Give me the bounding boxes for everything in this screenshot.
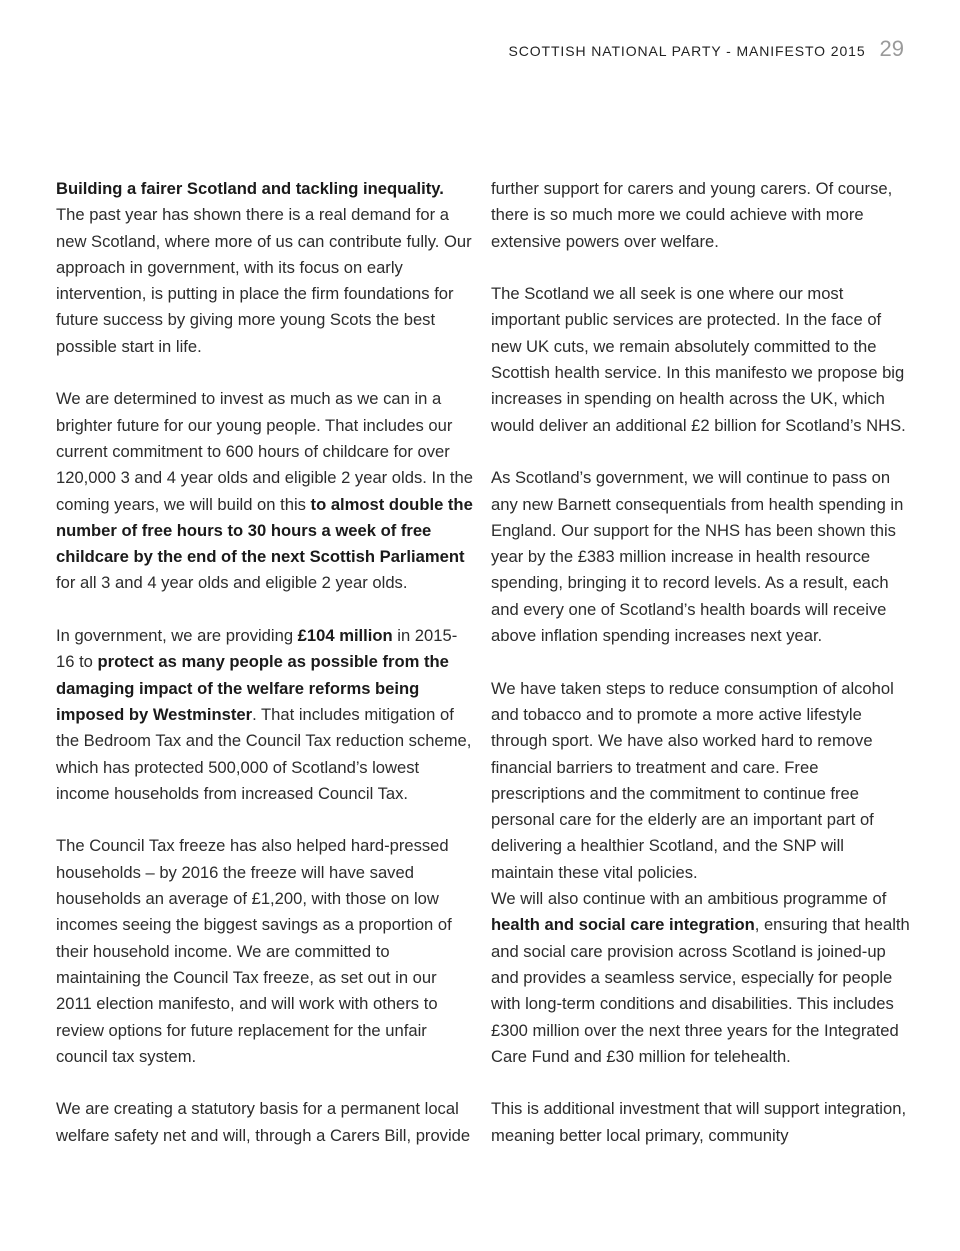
- paragraph: This is additional investment that will support integration, meaning better local primary, community: [491, 1099, 907, 1145]
- paragraph: [491, 886, 911, 1070]
- paragraph: The Scotland we all seek is one where our most important public services are protected. In the face of new UK cuts, we remain absolutely committed to the Scottish health service. In this manifesto we propose big increases in spending on health across the UK, which would deliver an additional £2 billion for Scotland’s NHS.: [491, 284, 906, 435]
- page-number: 29: [879, 36, 904, 61]
- paragraph: [56, 386, 474, 596]
- left-column: [56, 176, 474, 1175]
- text-run: , ensuring that health and social care provision across Scotland is joined-up and provides a seamless service, especially for people with long-term conditions and disabilities. This includes £300 million over the next three years for the Integrated Care Fund and £30 million for telehealth.: [491, 915, 910, 1066]
- paragraph: We are creating a statutory basis for a permanent local welfare safety net and will, through a Carers Bill, provide: [56, 1099, 471, 1145]
- text-run: for all 3 and 4 year olds and eligible 2 year olds.: [56, 573, 408, 593]
- paragraph: As Scotland’s government, we will continue to pass on any new Barnett consequentials from health spending in England. Our support for the NHS has been shown this year by the £383 million increase in health resource spending, bringing it to record levels. As a result, each and every one of Scotland’s health boards will receive above inflation spending increases next year.: [491, 468, 904, 646]
- paragraph: further support for carers and young carers. Of course, there is so much more we could achieve with more extensive powers over welfare.: [491, 179, 893, 251]
- paragraph: The past year has shown there is a real demand for a new Scotland, where more of us can contribute fully. Our approach in government, with its focus on early intervention, is putting in place the firm foundations for future success by giving more young Scots the best possible start in life.: [56, 205, 472, 356]
- section-heading: Building a fairer Scotland and tackling inequality.: [56, 179, 444, 198]
- text-run: . That includes mitigation of the Bedroom Tax and the Council Tax reduction scheme, which has protected 500,000 of Scotland’s lowest income households from increased Council Tax.: [56, 704, 472, 803]
- header-title: SCOTTISH NATIONAL PARTY - MANIFESTO 2015: [508, 43, 866, 59]
- text-run: We are determined to invest as much as we can in a brighter future for our young people. That includes our current commitment to 600 hours of childcare for over 120,000 3 and 4 year olds and eligible 2 year olds. In the coming years, we will build on this: [56, 389, 473, 514]
- emphasis: health and social care integration: [491, 915, 755, 935]
- paragraph: The Council Tax freeze has also helped hard-pressed households – by 2016 the freeze will have saved households an average of £1,200, with those on low incomes seeing the biggest savings as a proportion of their household income. We are committed to maintaining the Council Tax freeze, as set out in our 2011 election manifesto, and will work with others to review options for future replacement for the unfair council tax system.: [56, 836, 452, 1066]
- paragraph: [56, 623, 474, 807]
- emphasis: protect as many people as possible from the damaging impact of the welfare reforms being imposed by Westminster: [56, 652, 449, 724]
- page-header: [508, 36, 904, 62]
- text-run: in 2015-16 to: [56, 626, 458, 672]
- paragraph: We have taken steps to reduce consumption of alcohol and tobacco and to promote a more active lifestyle through sport. We have also worked hard to remove financial barriers to treatment and care. Free prescriptions and the commitment to continue free personal care for the elderly are an important part of delivering a healthier Scotland, and the SNP will maintain these vital policies.: [491, 678, 894, 882]
- emphasis: to almost double the number of free hours to 30 hours a week of free childcare by the end of the next Scottish Parliament: [56, 494, 473, 567]
- text-run: We will also continue with an ambitious programme of: [491, 889, 887, 909]
- right-column: [491, 176, 911, 1175]
- text-run: In government, we are providing: [56, 626, 298, 646]
- emphasis: £104 million: [297, 626, 393, 646]
